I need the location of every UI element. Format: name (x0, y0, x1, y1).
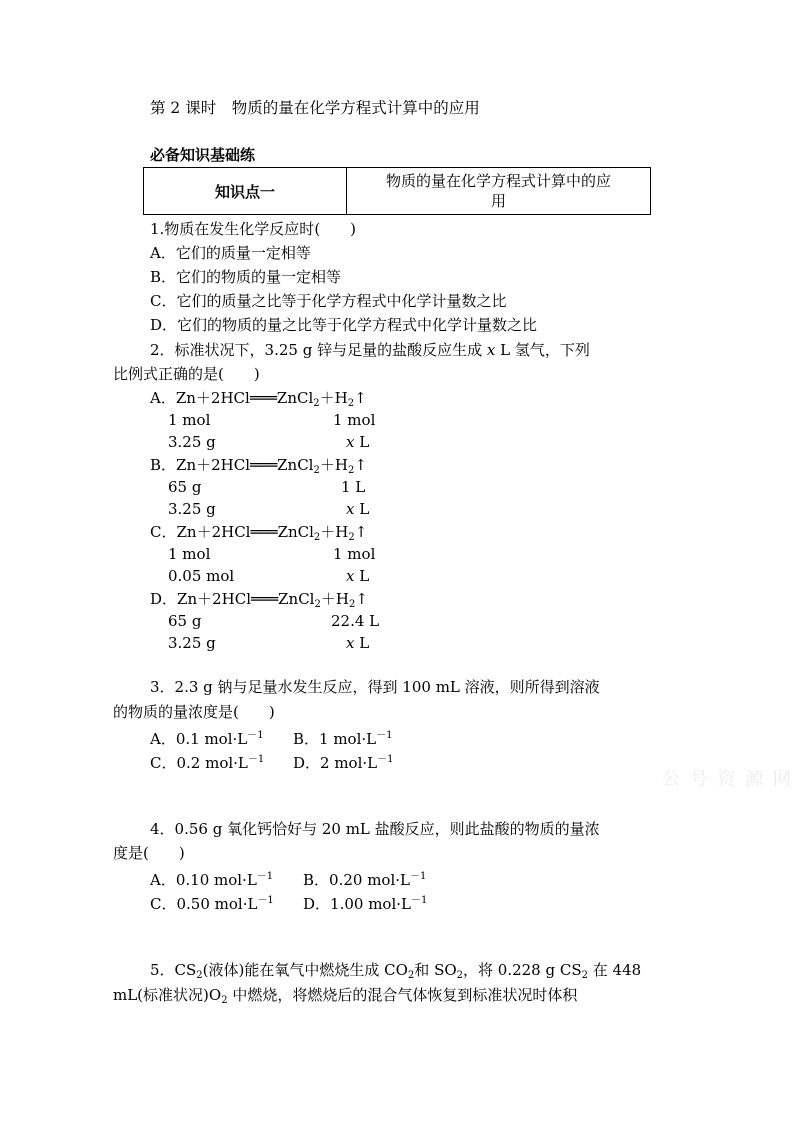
q1-option-b: B．它们的物质的量一定相等 (150, 268, 342, 286)
q2-option-d-equation: D．$Zn+2HCl═══ZnCl_2+H_2↑$ (150, 590, 368, 610)
q4-option-d: D．1.00 $mol\cdot L^{-1}$ (303, 895, 428, 913)
q3-option-b: B．1 $mol\cdot L^{-1}$ (293, 730, 393, 748)
knowledge-topic-line1: 物质的量在化学方程式计算中的应 (385, 172, 611, 190)
q3-stem-line1: 3．2.3 g 钠与足量水发生反应，得到 100 mL 溶液，则所得到溶液 (150, 678, 600, 696)
q4-stem-line1: 4．0.56 g 氧化钙恰好与 20 mL 盐酸反应，则此盐酸的物质的量浓 (150, 820, 600, 838)
q2-option-a-equation: A．$Zn+2HCl═══ZnCl_2+H_2↑$ (150, 389, 367, 409)
q5-stem-line2: mL(标准状况)$O_2$ 中燃烧，将燃烧后的混合气体恢复到标准状况时体积 (113, 986, 578, 1006)
q2-option-d-row1-left: 65 g (168, 612, 202, 630)
q2-option-a-row1-left: 1 mol (168, 411, 211, 429)
q2-option-b-equation: B．$Zn+2HCl═══ZnCl_2+H_2↑$ (150, 456, 367, 476)
knowledge-point-label: 知识点一 (144, 168, 347, 214)
q2-option-b-row2-left: 3.25 g (168, 500, 216, 518)
q2-option-a-row2-right: x L (346, 433, 370, 451)
watermark: 公 号 资 源 网 (662, 769, 793, 790)
q1-option-c: C．它们的质量之比等于化学方程式中化学计量数之比 (150, 292, 507, 310)
q2-option-c-equation: C．$Zn+2HCl═══ZnCl_2+H_2↑$ (150, 523, 368, 543)
q1-option-d: D．它们的物质的量之比等于化学方程式中化学计量数之比 (150, 316, 538, 334)
q1-stem: 1.物质在发生化学反应时( ) (150, 220, 357, 238)
q2-option-c-row2-right: x L (346, 567, 370, 585)
q2-option-c-row1-right: 1 mol (333, 545, 376, 563)
q4-option-c: C．0.50 $mol\cdot L^{-1}$ (150, 895, 274, 913)
knowledge-topic-line2: 用 (490, 192, 506, 210)
section-heading: 必备知识基础练 (150, 146, 256, 164)
q2-option-d-row1-right: 22.4 L (331, 612, 380, 630)
q4-stem-line2: 度是( ) (113, 844, 185, 862)
q2-stem-line1: 2．标准状况下，3.25 g 锌与足量的盐酸反应生成 x L 氢气，下列 (150, 341, 590, 359)
q4-option-a: A．0.10 $mol\cdot L^{-1}$ (150, 871, 274, 889)
q5-stem-line1: 5．$CS_2$(液体)能在氧气中燃烧生成 $CO_2$和 $SO_2$，将 0.228 g $CS_2$ 在 448 (150, 961, 642, 981)
q2-option-a-row2-left: 3.25 g (168, 433, 216, 451)
q1-option-a: A．它们的质量一定相等 (150, 244, 311, 262)
page-title: 第 2 课时 物质的量在化学方程式计算中的应用 (150, 99, 480, 117)
q2-option-a-row1-right: 1 mol (333, 411, 376, 429)
knowledge-point-table (143, 167, 651, 215)
q2-option-d-row2-left: 3.25 g (168, 634, 216, 652)
q2-option-b-row1-left: 65 g (168, 478, 202, 496)
q3-stem-line2: 的物质的量浓度是( ) (113, 703, 275, 721)
q2-option-c-row2-left: 0.05 mol (168, 567, 235, 585)
q4-option-b: B．0.20 $mol\cdot L^{-1}$ (303, 871, 427, 889)
q3-option-a: A．0.1 $mol\cdot L^{-1}$ (150, 730, 264, 748)
q2-option-b-row2-right: x L (346, 500, 370, 518)
q2-option-b-row1-right: 1 L (341, 478, 366, 496)
q2-stem-line2: 比例式正确的是( ) (113, 365, 260, 383)
q3-option-c: C．0.2 $mol\cdot L^{-1}$ (150, 754, 265, 772)
q2-option-c-row1-left: 1 mol (168, 545, 211, 563)
q3-option-d: D．2 $mol\cdot L^{-1}$ (293, 754, 394, 772)
q2-option-d-row2-right: x L (346, 634, 370, 652)
knowledge-point-topic (347, 168, 650, 214)
